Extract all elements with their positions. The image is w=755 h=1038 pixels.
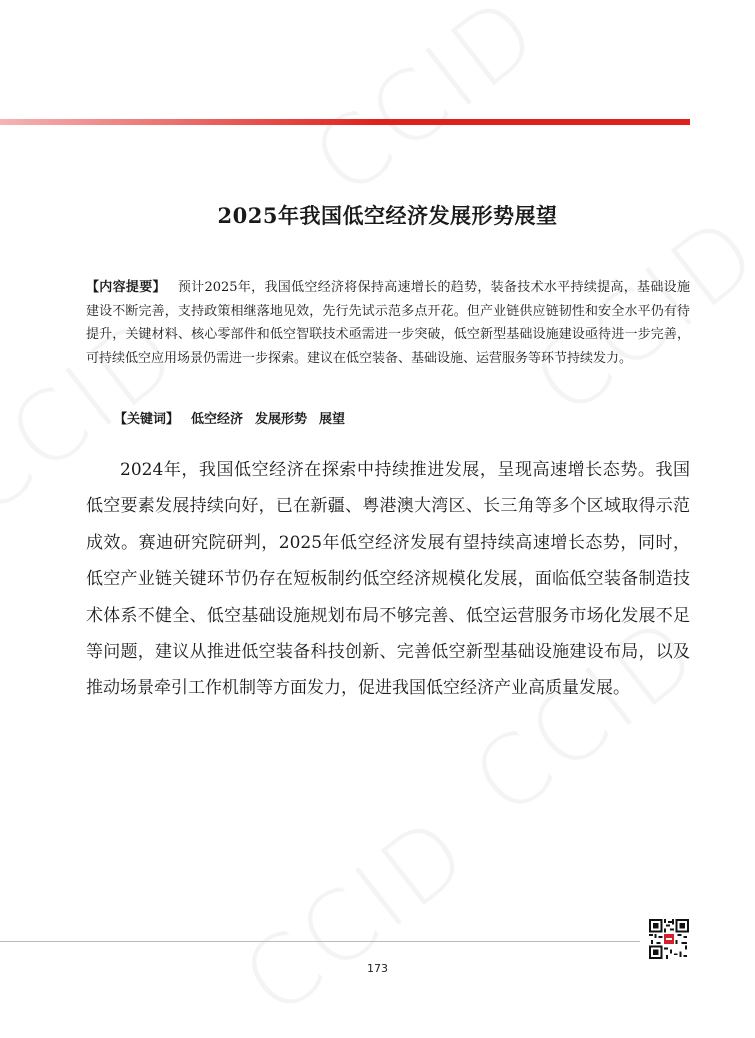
keyword-item: 展望	[319, 412, 346, 427]
watermark	[292, 0, 560, 218]
page-title: 2025年我国低空经济发展形势展望	[217, 203, 558, 228]
keyword-item: 发展形势	[255, 412, 308, 427]
footer-rule	[0, 941, 640, 942]
qr-code-icon[interactable]	[649, 919, 689, 959]
keywords	[114, 408, 357, 431]
body-paragraph: 2024年，我国低空经济在探索中持续推进发展，呈现高速增长态势。我国低空要素发展持续向好，已在新疆、粤港澳大湾区、长三角等多个区域取得示范成效。赛迪研究院研判，2025年低空经济发展有望持续高速增长态势，同时，低空产业链关键环节仍存在短板制约低空经济规模化发展，面临低空装备制造技术体系不健全、低空基础设施规划布局不够完善、低空运营服务市场化发展不足等问题，建议从推进低空装备科技创新、完善低空新型基础设施建设布局，以及推动场景牵引工作机制等方面发力，促进我国低空经济产业高质量发展。	[86, 460, 690, 699]
abstract-label: 【内容提要】	[86, 280, 166, 295]
keywords-label: 【关键词】	[114, 412, 180, 427]
page-number: 173	[367, 962, 388, 975]
watermark	[222, 794, 490, 1038]
abstract-text: 预计2025年，我国低空经济将保持高速增长的趋势，装备技术水平持续提高，基础设施建设不断完善，支持政策相继落地见效，先行先试示范多点开花。但产业链供应链韧性和安全水平仍有待提升，关键材料、核心零部件和低空智联技术亟需进一步突破，低空新型基础设施建设亟待进一步完善，可持续低空应用场景仍需进一步探索。建议在低空装备、基础设施、运营服务等环节持续发力。	[86, 280, 690, 366]
abstract	[86, 276, 690, 370]
keyword-item: 低空经济	[191, 412, 244, 427]
header-rule	[0, 119, 690, 125]
